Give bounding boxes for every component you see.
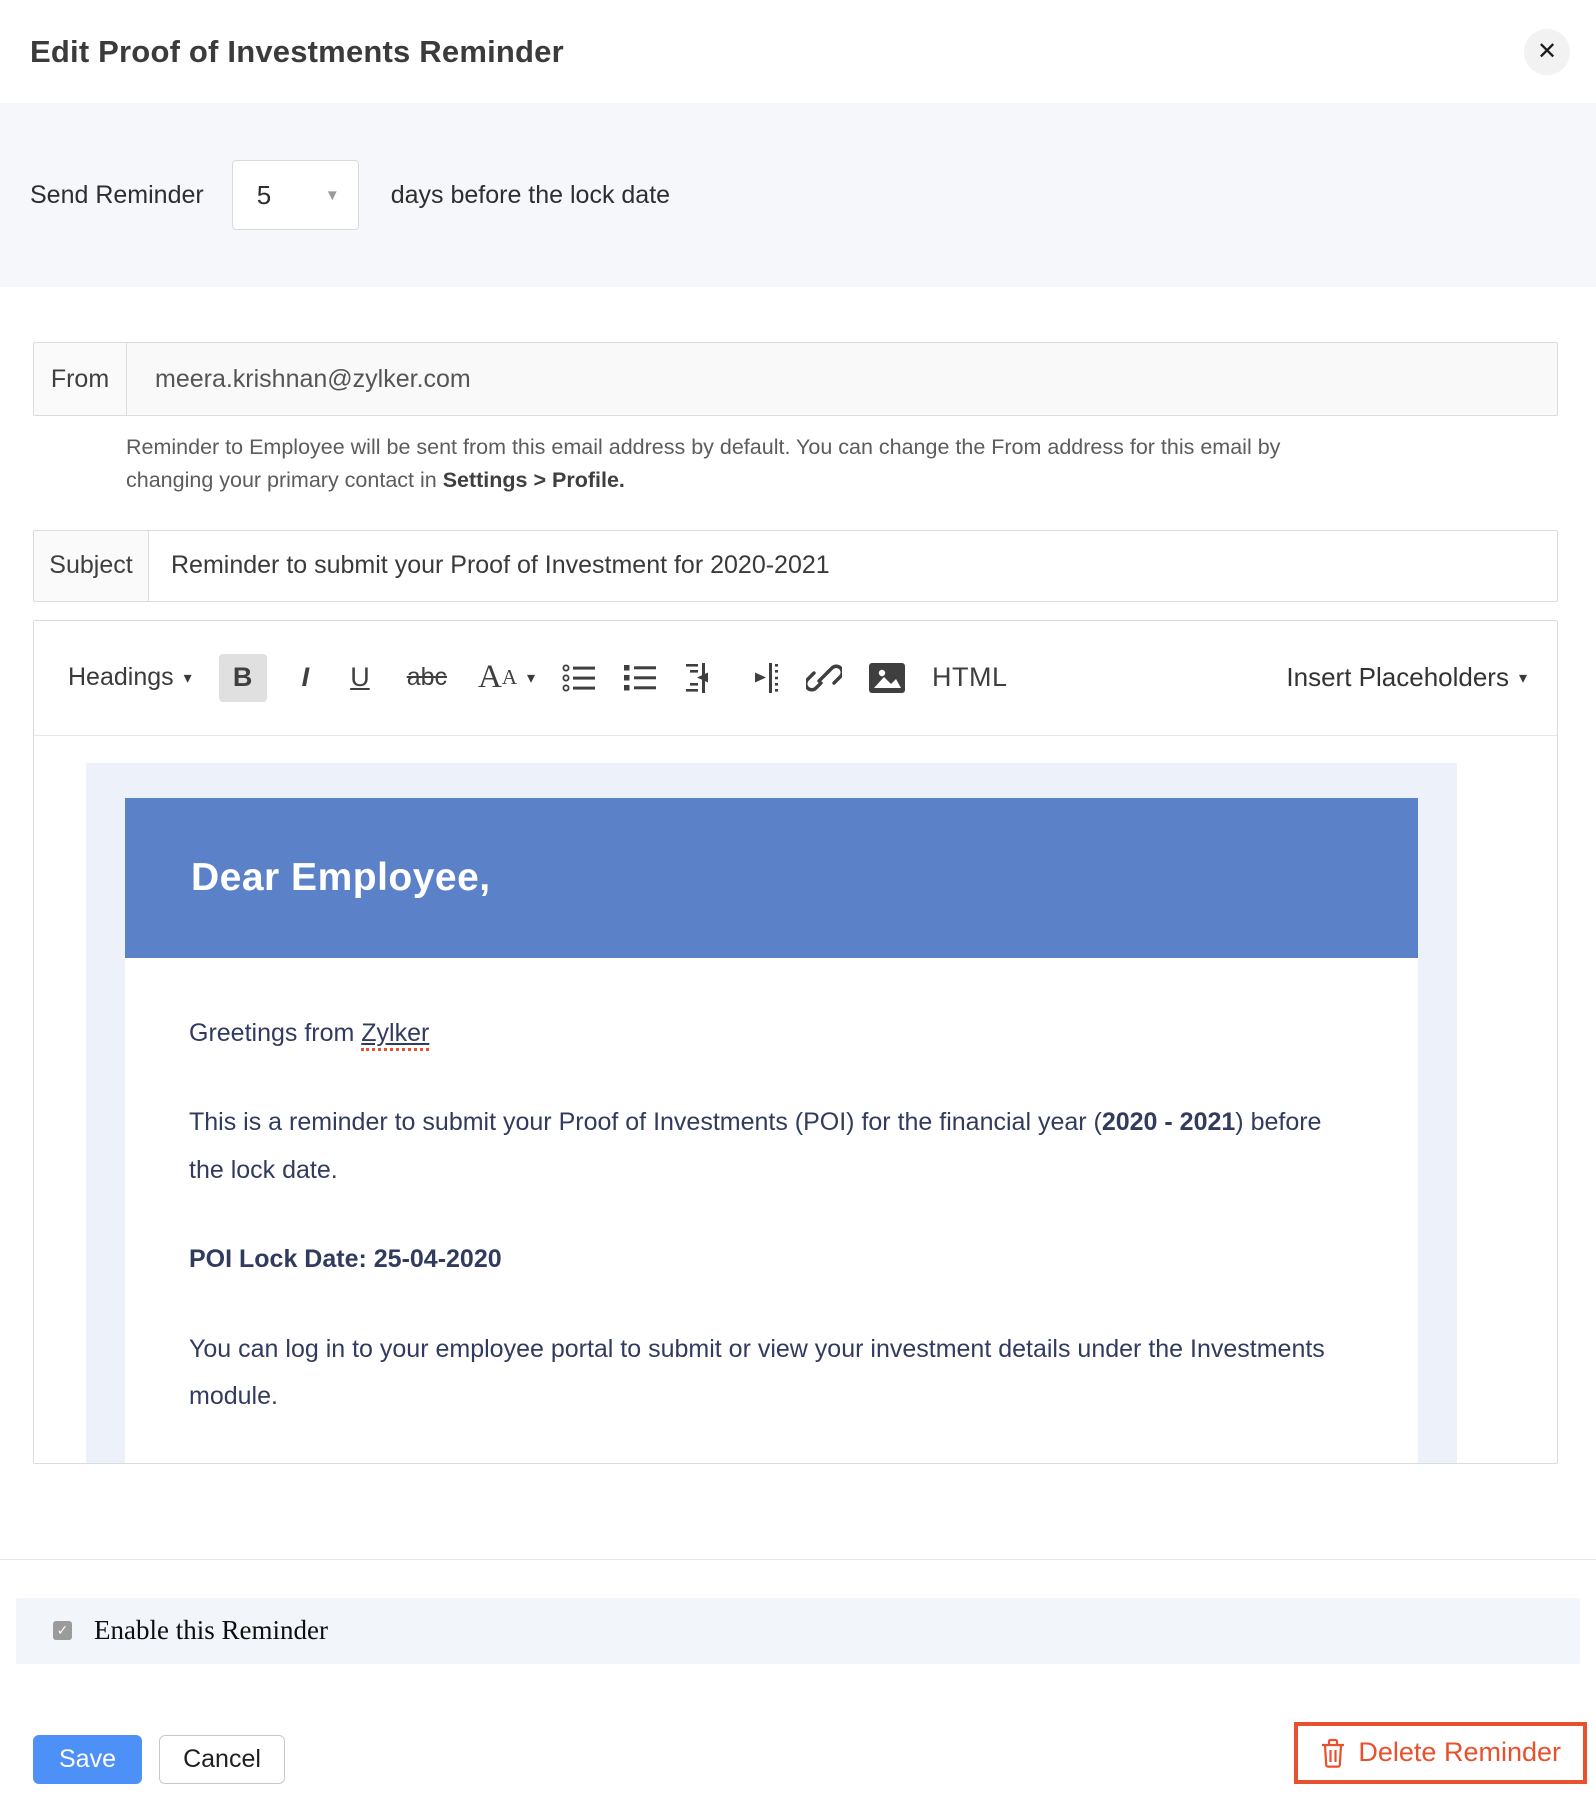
editor-toolbar <box>34 621 1557 736</box>
chevron-down-icon: ▾ <box>183 669 192 687</box>
insert-image-button[interactable] <box>869 663 905 693</box>
from-helper-text <box>126 431 1336 498</box>
days-value: 5 <box>256 179 272 210</box>
enable-reminder-row <box>16 1598 1580 1664</box>
enable-reminder-checkbox[interactable] <box>53 1621 72 1640</box>
chevron-down-icon: ▾ <box>1518 669 1527 687</box>
lock-date-line: POI Lock Date: 25-04-2020 <box>189 1245 502 1274</box>
greeting-line: Greetings from Zylker <box>189 1010 1354 1058</box>
italic-button[interactable]: I <box>301 662 310 693</box>
modal-header <box>0 0 1596 103</box>
close-icon: ✕ <box>1536 38 1558 65</box>
from-label: From <box>34 343 127 415</box>
reminder-paragraph: This is a reminder to submit your Proof of Investments (POI) for the financial year (2020 - 2021) before the lock date. <box>189 1108 1322 1184</box>
outdent-button[interactable] <box>684 662 718 694</box>
save-button[interactable]: Save <box>33 1735 142 1784</box>
email-body-text <box>125 958 1418 1421</box>
send-reminder-label: Send Reminder <box>30 180 204 209</box>
portal-paragraph: You can log in to your employee portal to submit or view your investment details under the Investments module. <box>189 1334 1325 1411</box>
from-email-value: meera.krishnan@zylker.com <box>127 343 1557 415</box>
footer-divider <box>0 1559 1596 1560</box>
numbered-list-button[interactable] <box>623 663 657 693</box>
html-button[interactable]: HTML <box>932 662 1008 693</box>
brand-name: Zylker <box>361 1019 429 1051</box>
close-button[interactable] <box>1524 29 1570 75</box>
indent-button[interactable] <box>745 662 779 694</box>
subject-field-row <box>33 530 1558 602</box>
link-icon <box>806 662 842 694</box>
schedule-section <box>0 103 1596 287</box>
underline-button[interactable]: U <box>350 662 370 693</box>
trash-icon <box>1320 1738 1346 1768</box>
chevron-down-icon: ▼ <box>324 186 340 204</box>
email-card <box>125 798 1418 1463</box>
email-body-editor[interactable] <box>34 736 1557 1463</box>
email-editor <box>33 620 1558 1464</box>
image-icon <box>869 663 905 693</box>
bullet-list-button[interactable] <box>562 663 596 693</box>
bold-button[interactable]: B <box>219 654 267 702</box>
strikethrough-button[interactable]: abc <box>406 663 447 692</box>
bullet-list-icon <box>562 663 596 693</box>
outdent-icon <box>684 662 718 694</box>
delete-reminder-button[interactable]: Delete Reminder <box>1294 1722 1587 1784</box>
page-title: Edit Proof of Investments Reminder <box>30 33 564 69</box>
enable-reminder-label: Enable this Reminder <box>94 1615 328 1646</box>
lock-date-label: days before the lock date <box>390 180 671 209</box>
headings-dropdown[interactable]: Headings ▾ <box>68 663 192 692</box>
cancel-button[interactable]: Cancel <box>159 1735 285 1784</box>
subject-label: Subject <box>34 531 149 601</box>
chevron-down-icon: ▾ <box>527 669 536 687</box>
from-field-row <box>33 342 1558 416</box>
indent-icon <box>745 662 779 694</box>
email-heading: Dear Employee, <box>191 855 491 899</box>
email-header-banner <box>125 798 1418 958</box>
font-style-dropdown[interactable]: A A ▾ <box>478 659 536 696</box>
insert-placeholders-dropdown[interactable]: Insert Placeholders ▾ <box>1286 662 1527 693</box>
link-button[interactable] <box>806 662 842 694</box>
check-icon: ✓ <box>56 1622 69 1639</box>
action-buttons-row <box>33 1722 1561 1784</box>
helper-prefix: Reminder to Employee will be sent from this email address by default. You can change the From address for this email by changing your primary contact in <box>126 435 1281 493</box>
email-background <box>86 763 1457 1463</box>
subject-input[interactable]: Reminder to submit your Proof of Investment for 2020-2021 <box>149 531 1557 601</box>
days-before-select[interactable] <box>232 160 359 230</box>
helper-settings-path: Settings > Profile. <box>442 468 625 493</box>
square-list-icon <box>623 663 657 693</box>
